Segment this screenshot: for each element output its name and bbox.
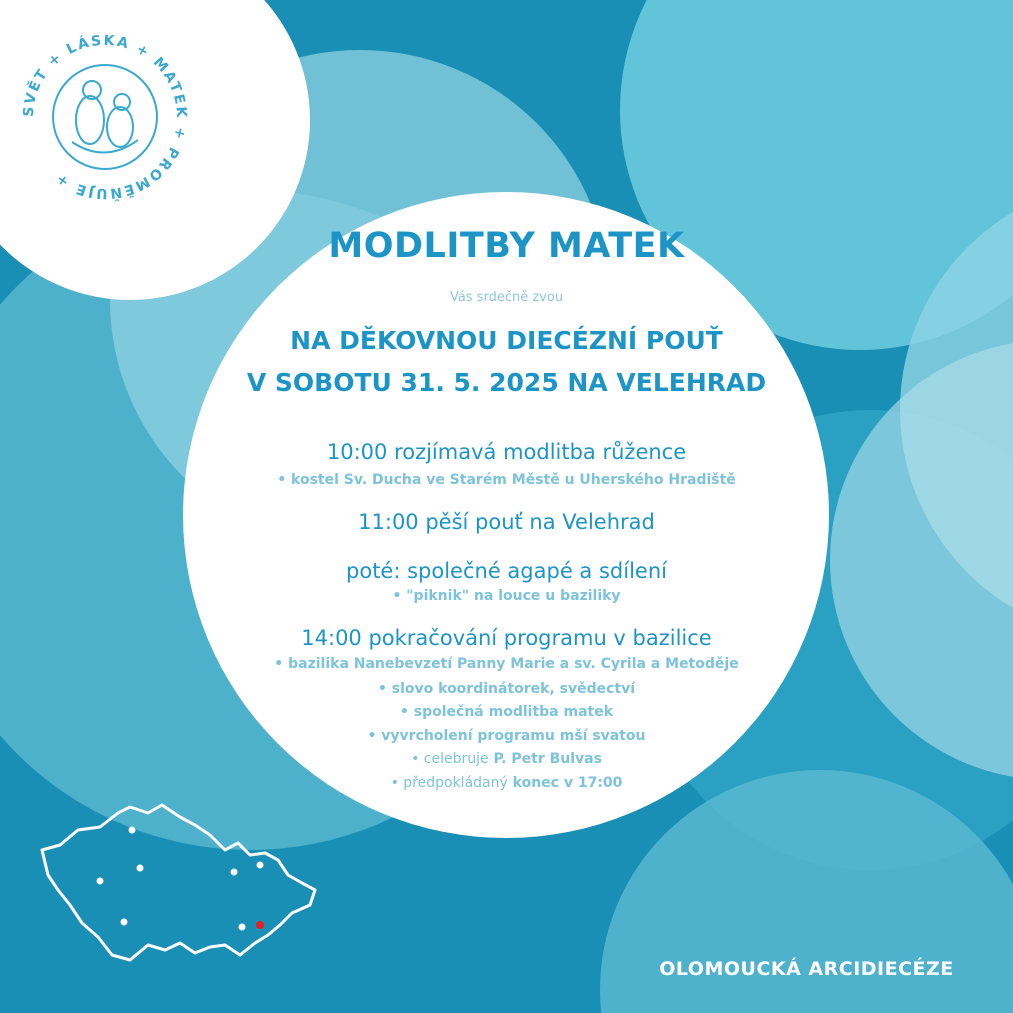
celebrant-name: P. Petr Bulvas — [493, 751, 602, 767]
program-item-1-title: 10:00 rozjímavá modlitba růžence — [326, 440, 687, 464]
end-time: konec v 17:00 — [512, 775, 623, 791]
invitation-text: Vás srdečně zvou — [449, 290, 564, 305]
program-item-2-title: 11:00 pěší pouť na Velehrad — [358, 510, 655, 534]
program-item-4-note-2: • slovo koordinátorek, svědectví — [377, 681, 636, 697]
event-line-2: V SOBOTU 31. 5. 2025 NA VELEHRAD — [246, 368, 767, 397]
logo-ring-text: SVĚT + LÁSKA + MATEK + PROMĚŇUJE + — [20, 32, 190, 202]
program-item-4-note-4: • vyvrcholení programu mší svatou — [367, 728, 646, 744]
event-line-1: NA DĚKOVNOU DIECÉZNÍ POUŤ — [290, 326, 723, 355]
page-title: MODLITBY MATEK — [328, 226, 685, 266]
czech-border-outline — [42, 805, 315, 960]
program-item-3-title: poté: společné agapé a sdílení — [346, 559, 667, 583]
program-item-4-note-3: • společná modlitba matek — [399, 704, 614, 720]
program-item-3-note: • "piknik" na louce u baziliky — [392, 588, 621, 604]
program-item-4-note-1: • bazilika Nanebevzetí Panny Marie a sv. Cyrila a Metoděje — [274, 656, 739, 672]
organization-name: OLOMOUCKÁ ARCIDIECÉZE — [659, 958, 954, 980]
program-item-4-note-6 — [0, 775, 1013, 791]
program-item-4-title: 14:00 pokračování programu v bazilice — [301, 626, 712, 650]
program-item-1-note: • kostel Sv. Ducha ve Starém Městě u Uherského Hradiště — [277, 472, 736, 488]
end-time-prefix: • předpokládaný — [390, 775, 508, 791]
celebrant-prefix: • celebruje — [411, 751, 489, 767]
program-item-4-note-5 — [0, 751, 1013, 767]
velehrad-marker — [256, 921, 264, 929]
czech-map — [30, 795, 330, 975]
